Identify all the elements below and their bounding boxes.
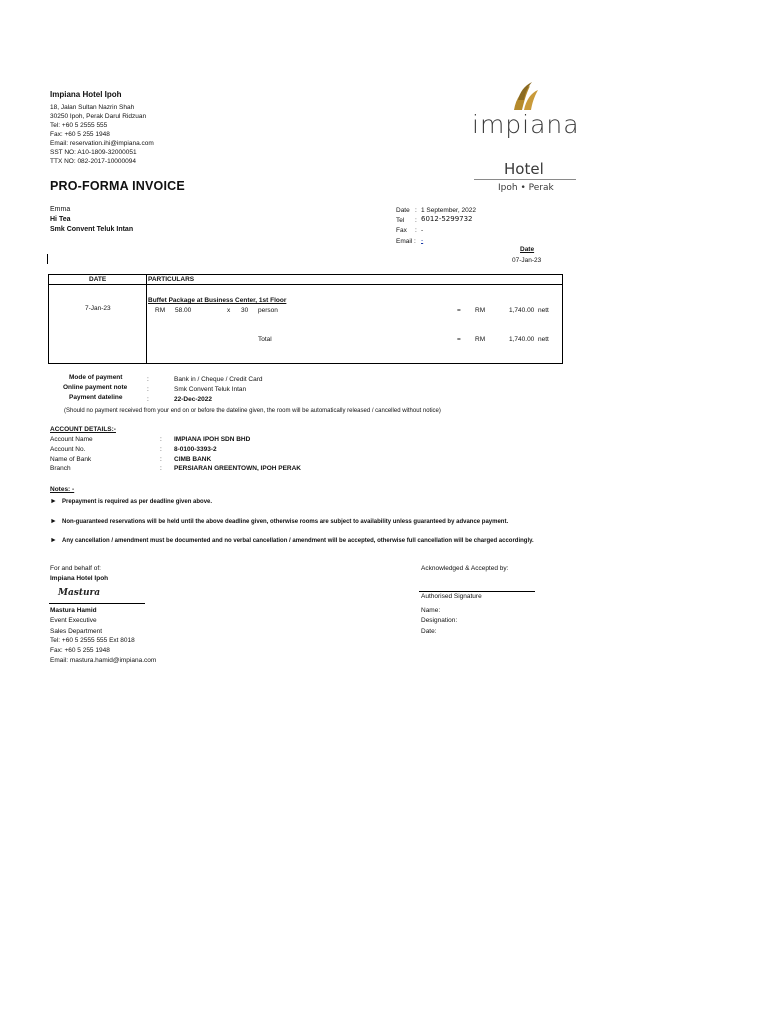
total-label: Total [258, 336, 272, 343]
note-bullet-1: ► [50, 498, 57, 505]
authorised-signature-label: Authorised Signature [421, 593, 482, 600]
guest-event: Hi Tea [50, 216, 71, 223]
hotel-address-line2: 30250 Ipoh, Perak Darul Ridzuan [50, 113, 147, 120]
col-header-particulars: PARTICULARS [148, 276, 195, 283]
package-description: Buffet Package at Business Center, 1st Floor [148, 297, 287, 304]
mode-of-payment-label: Mode of payment [69, 374, 123, 381]
acceptance-date-label: Date: [421, 628, 437, 635]
branch-sep: : [160, 465, 162, 472]
payment-dateline-value: 22-Dec-2022 [174, 396, 212, 403]
hotel-email: Email: reservation.ihi@impiana.com [50, 140, 154, 147]
table-header-divider [49, 284, 562, 285]
signatory-tel: Tel: +60 5 2555 555 Ext 8018 [50, 637, 135, 644]
online-payment-note-value: Smk Convent Teluk Intan [174, 386, 247, 393]
line-unit-price: 58.00 [175, 307, 192, 314]
note-item-3: Any cancellation / amendment must be documented and no verbal cancellation / amendment will be accepted, otherwise full cancellation will be charged accordingly. [62, 538, 534, 544]
acceptance-designation-label: Designation: [421, 617, 458, 624]
logo-location-text: Ipoh • Perak [498, 183, 554, 193]
text-cursor [47, 254, 48, 264]
col-header-date: DATE [89, 276, 107, 283]
tel-sep: : [415, 217, 417, 224]
line-times: x [227, 307, 231, 314]
row-date: 7-Jan-23 [85, 305, 111, 312]
line-currency2: RM [475, 307, 486, 314]
note-item-2: Non-guaranteed reservations will be held until the above deadline given, otherwise rooms are subject to availability unless guaranteed by advance payment. [62, 519, 509, 525]
tel-value: 6012-5299732 [421, 215, 473, 223]
mode-of-payment-value: Bank in / Cheque / Credit Card [174, 376, 263, 383]
acceptance-name-label: Name: [421, 607, 441, 614]
online-payment-note-label: Online payment note [63, 384, 128, 391]
bank-name-sep: : [160, 456, 162, 463]
date-heading: Date [520, 246, 535, 253]
payment-disclaimer: (Should no payment received from your end on or before the dateline given, the room will be automatically released / cancelled without notice) [64, 408, 441, 414]
line-unit: person [258, 307, 278, 314]
acceptance-heading: Acknowledged & Accepted by: [421, 565, 509, 572]
date-heading-value: 07-Jan-23 [512, 257, 542, 264]
account-name-sep: : [160, 436, 162, 443]
total-currency: RM [475, 336, 486, 343]
fax-sep: : [415, 227, 417, 234]
page-title: PRO-FORMA INVOICE [50, 179, 185, 193]
email-link[interactable]: - [421, 237, 424, 244]
branch-value: PERSIARAN GREENTOWN, IPOH PERAK [174, 465, 302, 472]
account-no-value: 8-0100-3393-2 [174, 446, 217, 453]
total-equals: = [457, 336, 461, 343]
notes-heading: Notes: - [50, 486, 75, 493]
note-bullet-2: ► [50, 518, 57, 525]
date-label: Date [396, 207, 410, 214]
mode-of-payment-sep: : [147, 376, 149, 383]
line-equals: = [457, 307, 461, 314]
hotel-address-block [50, 89, 154, 166]
guest-name: Emma [50, 206, 71, 213]
account-no-sep: : [160, 446, 162, 453]
account-name-label: Account Name [50, 436, 93, 443]
branch-label: Branch [50, 465, 71, 472]
total-amount: 1,740.00 [509, 336, 535, 343]
date-value: 1 September, 2022 [421, 207, 476, 214]
note-item-1: Prepayment is required as per deadline given above. [62, 499, 213, 505]
invoice-table [48, 274, 563, 364]
logo-divider [474, 179, 576, 180]
tel-label: Tel [396, 217, 405, 224]
hotel-fax: Fax: +60 5 255 1948 [50, 131, 110, 138]
fax-value: - [421, 227, 424, 234]
signatory-department: Sales Department [50, 628, 103, 635]
total-suffix: nett [538, 336, 549, 343]
signatory-email: Email: mastura.hamid@impiana.com [50, 657, 157, 664]
hotel-sst: SST NO: A10-1809-32000051 [50, 149, 137, 156]
guest-organization: Smk Convent Teluk Intan [50, 226, 134, 233]
line-currency: RM [155, 307, 166, 314]
signatory-position: Event Executive [50, 617, 97, 624]
date-sep: : [415, 207, 417, 214]
account-no-label: Account No. [50, 446, 86, 453]
bank-name-label: Name of Bank [50, 456, 92, 463]
note-bullet-3: ► [50, 537, 57, 544]
behalf-company: Impiana Hotel Ipoh [50, 575, 109, 582]
logo-brand-text: impiana [472, 110, 580, 139]
fax-label: Fax [396, 227, 407, 234]
email-label: Email : [396, 238, 416, 245]
table-column-divider [146, 275, 147, 363]
signatory-name: Mastura Hamid [50, 607, 97, 614]
behalf-label: For and behalf of: [50, 565, 101, 572]
payment-dateline-label: Payment dateline [69, 394, 123, 401]
impiana-logo [470, 78, 580, 198]
account-name-value: IMPIANA IPOH SDN BHD [174, 436, 251, 443]
line-suffix: nett [538, 307, 549, 314]
hotel-address-line1: 18, Jalan Sultan Nazrin Shah [50, 104, 135, 111]
payment-dateline-sep: : [147, 396, 149, 403]
line-amount: 1,740.00 [509, 307, 535, 314]
hotel-tel: Tel: +60 5 2555 555 [50, 122, 108, 129]
bank-name-value: CIMB BANK [174, 456, 212, 463]
online-payment-note-sep: : [147, 386, 149, 393]
signature-line-left [49, 603, 145, 604]
handwritten-signature: Mastura [58, 588, 101, 598]
logo-hotel-text: Hotel [504, 160, 544, 178]
line-qty: 30 [241, 307, 249, 314]
leaf-emblem-icon [510, 80, 542, 112]
hotel-ttx: TTX NO: 082-2017-10000094 [50, 158, 136, 165]
signatory-fax: Fax: +60 5 255 1948 [50, 647, 110, 654]
account-details-heading: ACCOUNT DETAILS:- [50, 426, 116, 433]
hotel-name: Impiana Hotel Ipoh [50, 90, 122, 99]
